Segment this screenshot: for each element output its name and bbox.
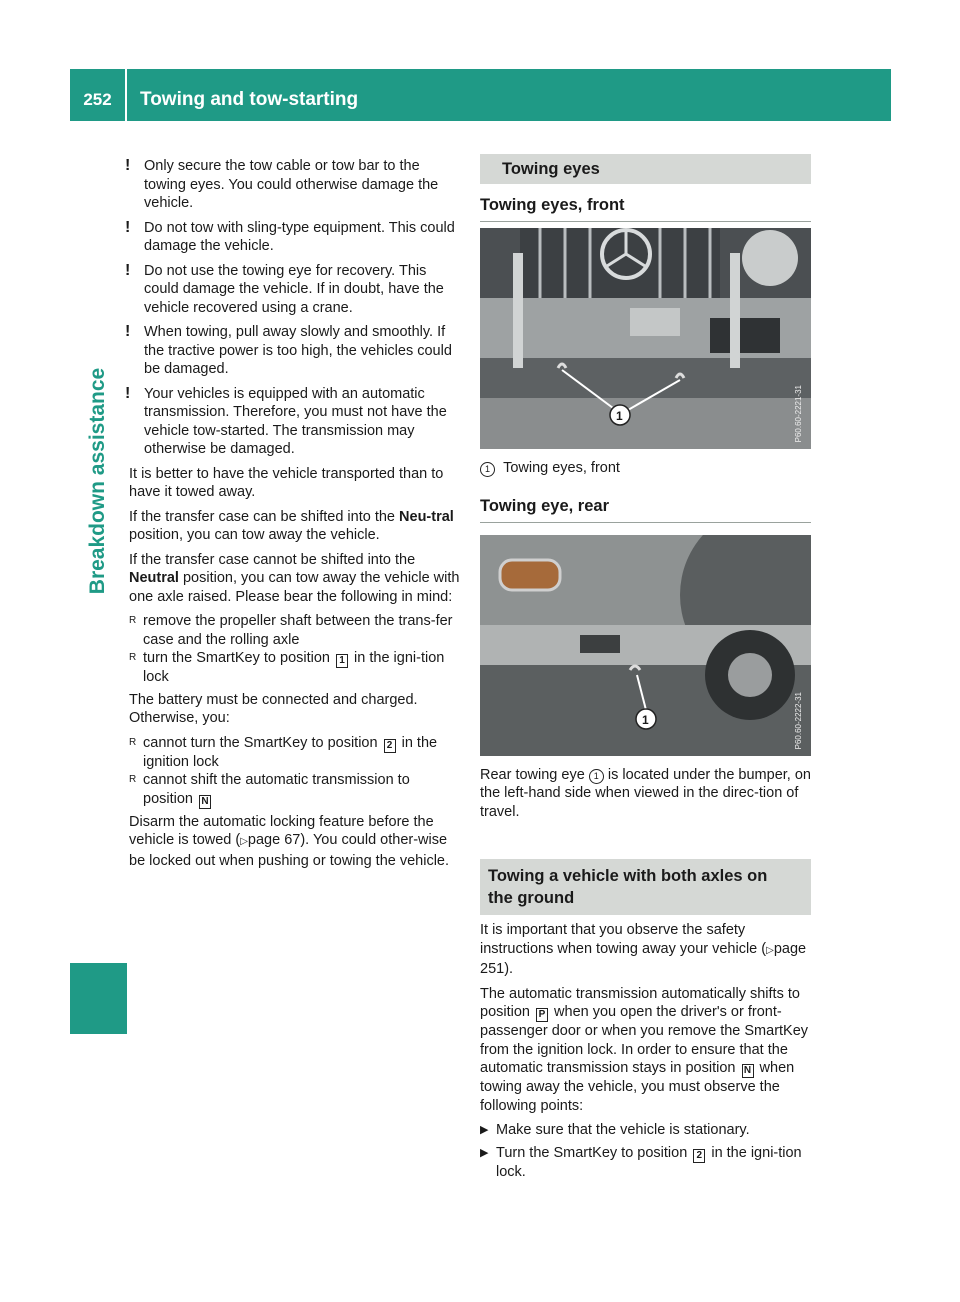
step-item bbox=[480, 1144, 811, 1182]
key-position-icon: 2 bbox=[693, 1149, 705, 1163]
paragraph bbox=[129, 508, 460, 545]
list-text bbox=[143, 649, 460, 687]
text: Turn the SmartKey to position bbox=[496, 1144, 692, 1161]
warning-item bbox=[125, 384, 460, 459]
key-position-icon: N bbox=[742, 1064, 754, 1078]
warning-text: When towing, pull away slowly and smoothly. If the tractive power is too high, the vehicles could be damaged. bbox=[144, 324, 452, 377]
paragraph bbox=[480, 985, 811, 1116]
bullet-icon: R bbox=[129, 774, 137, 785]
text: cannot turn the SmartKey to position bbox=[143, 734, 382, 751]
figure-towing-eyes-front bbox=[480, 228, 811, 449]
warning-item bbox=[125, 323, 460, 379]
step-text bbox=[496, 1144, 811, 1182]
page-ref-arrow-icon: ▷ bbox=[766, 944, 774, 956]
figure-code: P60.60-2221-31 bbox=[793, 385, 803, 443]
bold-term: Neu-tral bbox=[399, 508, 454, 525]
warning-item bbox=[125, 218, 460, 256]
warning-text: Only secure the tow cable or tow bar to the towing eyes. You could otherwise damage the vehicle. bbox=[144, 158, 439, 211]
figure-code: P60.60-2222-31 bbox=[793, 692, 803, 750]
callout-number-icon: 1 bbox=[480, 462, 495, 477]
list-text bbox=[143, 771, 460, 809]
text: in the igni-tion lock bbox=[143, 650, 445, 685]
paragraph: The battery must be connected and charged. Otherwise, you: bbox=[129, 691, 418, 726]
warning-item bbox=[125, 157, 460, 213]
text: is located under the bumper, on the left-hand side when viewed in the direc-tion of travel. bbox=[480, 766, 811, 820]
page-reference-link[interactable]: page 251 bbox=[480, 940, 807, 977]
text: If the transfer case cannot be shifted into the bbox=[129, 551, 416, 568]
text: position, you can tow away the vehicle. bbox=[129, 527, 380, 543]
section-heading: Towing a vehicle with both axles on the ground bbox=[480, 859, 811, 915]
text: Disarm the automatic locking feature before the vehicle is towed ( bbox=[129, 813, 434, 848]
warning-icon: ! bbox=[125, 261, 131, 279]
header-bar bbox=[70, 69, 891, 121]
list-item bbox=[129, 771, 460, 809]
bullet-icon: R bbox=[129, 736, 137, 748]
text: in the ignition lock bbox=[143, 734, 438, 770]
side-tab-label: Breakdown assistance bbox=[86, 367, 110, 595]
figure-towing-eye-rear bbox=[480, 535, 811, 756]
list-text: remove the propeller shaft between the trans-fer case and the rolling axle bbox=[143, 613, 453, 648]
left-column bbox=[125, 157, 460, 876]
warning-icon: ! bbox=[125, 218, 131, 236]
sub-heading: Towing eye, rear bbox=[480, 483, 811, 523]
page-ref-arrow-icon: ▷ bbox=[240, 836, 248, 847]
warning-item bbox=[125, 261, 460, 318]
towing-eyes-front-image bbox=[480, 228, 811, 449]
warning-icon: ! bbox=[125, 384, 131, 402]
page-reference-link[interactable]: page 67 bbox=[247, 832, 301, 848]
key-position-icon: 2 bbox=[384, 739, 396, 753]
text: cannot shift the automatic transmission to position bbox=[143, 772, 410, 807]
figure-caption bbox=[480, 459, 811, 478]
paragraph bbox=[129, 813, 460, 871]
step-text: Make sure that the vehicle is stationary. bbox=[496, 1122, 750, 1138]
side-marker bbox=[70, 963, 127, 1034]
side-tab bbox=[70, 121, 127, 841]
warning-icon: ! bbox=[125, 157, 131, 174]
text: If the transfer case can be shifted into the bbox=[129, 508, 400, 525]
text: ). bbox=[504, 961, 514, 977]
key-position-icon: P bbox=[536, 1008, 548, 1022]
text: The automatic transmission automatically shifts to position bbox=[480, 985, 800, 1020]
sub-heading: Towing eyes, front bbox=[480, 184, 811, 222]
page-title: Towing and tow-starting bbox=[140, 89, 359, 110]
bold-term: Neutral bbox=[129, 570, 179, 586]
page-number: 252 bbox=[70, 69, 127, 121]
paragraph bbox=[129, 551, 460, 607]
list-item bbox=[129, 649, 460, 687]
text: position, you can tow away the vehicle with one axle raised. Please bear the following in mind: bbox=[129, 570, 460, 605]
step-arrow-icon: ▶ bbox=[480, 1146, 489, 1159]
section-heading: Towing eyes bbox=[480, 154, 811, 184]
warning-icon: ! bbox=[125, 323, 131, 340]
paragraph bbox=[480, 766, 811, 822]
warning-text: Do not use the towing eye for recovery. This could damage the vehicle. If in doubt, have the vehicle recovered using a crane. bbox=[144, 262, 444, 316]
bullet-icon: R bbox=[129, 615, 137, 626]
list-item bbox=[129, 612, 460, 649]
paragraph bbox=[480, 921, 811, 979]
step-item bbox=[480, 1121, 811, 1140]
paragraph: It is better to have the vehicle transported than to have it towed away. bbox=[129, 465, 444, 500]
right-column bbox=[480, 154, 811, 1181]
figure-callout-number: 1 bbox=[616, 408, 623, 423]
text: Towing eyes, front bbox=[503, 459, 620, 476]
list-text bbox=[143, 734, 460, 772]
warning-text: Do not tow with sling-type equipment. This could damage the vehicle. bbox=[144, 219, 455, 254]
figure-callout-number: 1 bbox=[642, 712, 649, 727]
text: in the igni-tion lock. bbox=[496, 1144, 802, 1180]
warning-text: Your vehicles is equipped with an automatic transmission. Therefore, you must not have the vehicle tow-started. The transmission may otherwise be damaged. bbox=[144, 385, 447, 457]
key-position-icon: 1 bbox=[336, 654, 348, 668]
text: It is important that you observe the safety instructions when towing away your vehicle ( bbox=[480, 922, 767, 957]
callout-number-icon: 1 bbox=[589, 769, 604, 784]
text: turn the SmartKey to position bbox=[143, 650, 335, 666]
key-position-icon: N bbox=[199, 795, 211, 809]
bullet-icon: R bbox=[129, 652, 137, 663]
text: ). You could other-wise be locked out when pushing or towing the vehicle. bbox=[129, 832, 450, 869]
text: when towing away the vehicle, you must observe the following points: bbox=[480, 1060, 795, 1114]
list-item bbox=[129, 734, 460, 772]
text: Rear towing eye bbox=[480, 766, 589, 783]
text: when you open the driver's or front-passenger door or when you remove the SmartKey from the ignition lock. In order to ensure that the automatic transmission stays in position bbox=[480, 1004, 809, 1076]
step-arrow-icon: ▶ bbox=[480, 1124, 489, 1136]
